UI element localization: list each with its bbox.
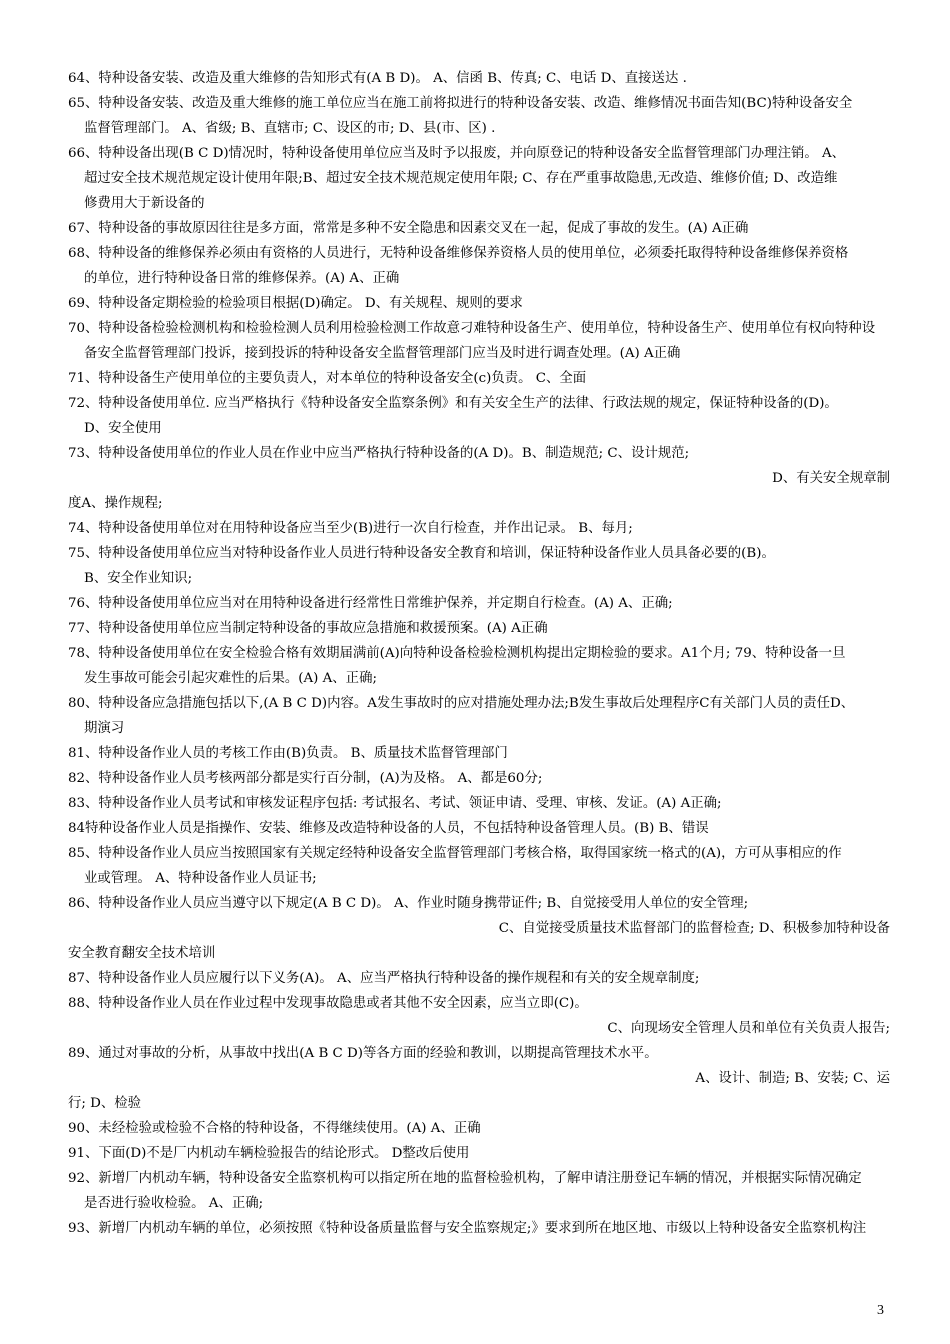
text-line: 的单位，进行特种设备日常的维修保养。(A) A、正确 <box>84 271 400 286</box>
text-line: 67、特种设备的事故原因往往是多方面，常常是多种不安全隐患和因素交叉在一起，促成了事故的发生。(A) A正确 <box>68 221 749 236</box>
text-line: 78、特种设备使用单位在安全检验合格有效期届满前(A)向特种设备检验检测机构提出定期检验的要求。A1个月; 79、特种设备一旦 <box>68 646 846 661</box>
text-line: 72、特种设备使用单位. 应当严格执行《特种设备安全监察条例》和有关安全生产的法律、行政法规的规定，保证特种设备的(D)。 <box>68 396 838 411</box>
text-line: 超过安全技术规范规定设计使用年限;B、超过安全技术规范规定使用年限; C、存在严重事故隐患,无改造、维修价值; D、改造维 <box>84 171 838 186</box>
text-line: 69、特种设备定期检验的检验项目根据(D)确定。 D、有关规程、规则的要求 <box>68 296 523 311</box>
page-number: 3 <box>877 1303 884 1318</box>
text-line: 90、未经检验或检验不合格的特种设备，不得继续使用。(A) A、正确 <box>68 1121 481 1136</box>
text-line: 81、特种设备作业人员的考核工作由(B)负责。 B、质量技术监督管理部门 <box>68 746 508 761</box>
text-line: 监督管理部门。 A、省级; B、直辖市; C、设区的市; D、县(市、区) . <box>84 121 496 136</box>
text-line: B、安全作业知识; <box>84 571 193 586</box>
text-line: 87、特种设备作业人员应履行以下义务(A)。 A、应当严格执行特种设备的操作规程和有关的安全规章制度; <box>68 971 700 986</box>
text-line: 85、特种设备作业人员应当按照国家有关规定经特种设备安全监督管理部门考核合格，取得国家统一格式的(A)，方可从事相应的作 <box>68 846 842 861</box>
text-line: 82、特种设备作业人员考核两部分都是实行百分制，(A)为及格。 A、都是60分; <box>68 771 543 786</box>
text-line: 86、特种设备作业人员应当遵守以下规定(A B C D)。 A、作业时随身携带证件; B、自觉接受用人单位的安全管理; <box>68 896 749 911</box>
text-line: 76、特种设备使用单位应当对在用特种设备进行经常性日常维护保养，并定期自行检查。(A) A、正确; <box>68 596 673 611</box>
text-line: 83、特种设备作业人员考试和审核发证程序包括: 考试报名、考试、领证申请、受理、审核、发证。(A) A正确; <box>68 796 722 811</box>
text-line: 65、特种设备安装、改造及重大维修的施工单位应当在施工前将拟进行的特种设备安装、改造、维修情况书面告知(BC)特种设备安全 <box>68 96 853 111</box>
text-line: C、向现场安全管理人员和单位有关负责人报告; <box>607 1021 890 1036</box>
text-line: 70、特种设备检验检测机构和检验检测人员利用检验检测工作故意刁难特种设备生产、使用单位，特种设备生产、使用单位有权向特种设 <box>68 321 876 336</box>
text-line: 度A、操作规程; <box>68 496 163 511</box>
text-line: 74、特种设备使用单位对在用特种设备应当至少(B)进行一次自行检查，并作出记录。 B、每月; <box>68 521 633 536</box>
text-line: 68、特种设备的维修保养必须由有资格的人员进行，无特种设备维修保养资格人员的使用单位，必须委托取得特种设备维修保养资格 <box>68 246 849 261</box>
text-line: 64、特种设备安装、改造及重大维修的告知形式有(A B D)。 A、信函 B、传真; C、电话 D、直接送达 . <box>68 71 687 86</box>
text-line: 发生事故可能会引起灾难性的后果。(A) A、正确; <box>84 671 377 686</box>
text-line: D、安全使用 <box>84 421 162 436</box>
text-line: 是否进行验收检验。 A、正确; <box>84 1196 264 1211</box>
text-line: 备安全监督管理部门投诉，接到投诉的特种设备安全监督管理部门应当及时进行调查处理。(A) A正确 <box>84 346 681 361</box>
text-line: 业或管理。 A、特种设备作业人员证书; <box>84 871 317 886</box>
text-line: 73、特种设备使用单位的作业人员在作业中应当严格执行特种设备的(A D)。B、制造规范; C、设计规范; <box>68 446 690 461</box>
text-line: 66、特种设备出现(B C D)情况时，特种设备使用单位应当及时予以报废，并向原登记的特种设备安全监督管理部门办理注销。 A、 <box>68 146 846 161</box>
text-line: 88、特种设备作业人员在作业过程中发现事故隐患或者其他不安全因素，应当立即(C)。 <box>68 996 588 1011</box>
text-line: 75、特种设备使用单位应当对特种设备作业人员进行特种设备安全教育和培训，保证特种设备作业人员具备必要的(B)。 <box>68 546 775 561</box>
text-line: 89、通过对事故的分析，从事故中找出(A B C D)等各方面的经验和教训，以期提高管理技术水平。 <box>68 1046 658 1061</box>
text-line: 安全教育翻安全技术培训 <box>68 946 216 961</box>
text-line: 80、特种设备应急措施包括以下,(A B C D)内容。A发生事故时的应对措施处理办法;B发生事故后处理程序C有关部门人员的责任D、 <box>68 696 855 711</box>
text-line: 84特种设备作业人员是指操作、安装、维修及改造特种设备的人员，不包括特种设备管理人员。(B) B、错误 <box>68 821 709 836</box>
text-line: D、有关安全规章制 <box>772 471 890 486</box>
text-line: 77、特种设备使用单位应当制定特种设备的事故应急措施和救援预案。(A) A正确 <box>68 621 548 636</box>
text-line: 行; D、检验 <box>68 1096 142 1111</box>
text-line: C、自觉接受质量技术监督部门的监督检查; D、积极参加特种设备 <box>498 921 890 936</box>
text-line: 91、下面(D)不是厂内机动车辆检验报告的结论形式。 D整改后使用 <box>68 1146 470 1161</box>
text-line: A、设计、制造; B、安装; C、运 <box>695 1071 890 1086</box>
text-line: 期演习 <box>84 721 125 736</box>
text-line: 修费用大于新设备的 <box>84 196 205 211</box>
text-line: 93、新增厂内机动车辆的单位，必须按照《特种设备质量监督与安全监察规定;》要求到所在地区地、市级以上特种设备安全监察机构注 <box>68 1221 867 1236</box>
text-line: 71、特种设备生产使用单位的主要负责人，对本单位的特种设备安全(c)负责。 C、全面 <box>68 371 587 386</box>
text-line: 92、新增厂内机动车辆，特种设备安全监察机构可以指定所在地的监督检验机构，了解申请注册登记车辆的情况，并根据实际情况确定 <box>68 1171 862 1186</box>
